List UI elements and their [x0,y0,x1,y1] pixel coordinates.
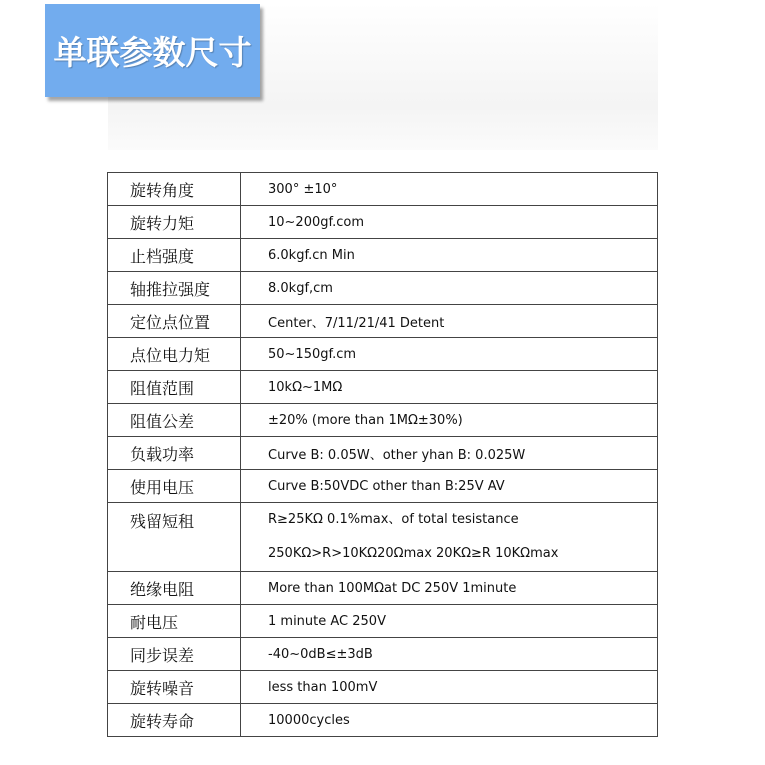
row-value: More than 100MΩat DC 250V 1minute [241,572,658,605]
row-label: 旋转寿命 [108,704,241,737]
row-value: 8.0kgf,cm [241,272,658,305]
row-label: 负载功率 [108,437,241,470]
row-label: 绝缘电阻 [108,572,241,605]
row-value [241,503,658,572]
spec-table [107,172,658,737]
row-value: ±20% (more than 1MΩ±30%) [241,404,658,437]
row-value: 10~200gf.com [241,206,658,239]
row-label: 旋转力矩 [108,206,241,239]
table-row [108,404,658,437]
table-row [108,305,658,338]
row-value: 10kΩ~1MΩ [241,371,658,404]
row-value: Curve B:50VDC other than B:25V AV [241,470,658,503]
row-value: -40~0dB≤±3dB [241,638,658,671]
row-value: 300° ±10° [241,173,658,206]
row-value: 6.0kgf.cn Min [241,239,658,272]
row-label: 残留短租 [108,503,241,572]
table-row [108,272,658,305]
table-row [108,173,658,206]
row-value: 50~150gf.cm [241,338,658,371]
table-row [108,437,658,470]
table-row [108,470,658,503]
row-value: less than 100mV [241,671,658,704]
table-row [108,605,658,638]
table-row [108,338,658,371]
row-label: 耐电压 [108,605,241,638]
table-row [108,206,658,239]
row-value: 10000cycles [241,704,658,737]
table-row [108,503,658,572]
title-banner [45,4,260,97]
row-label: 同步误差 [108,638,241,671]
table-row [108,239,658,272]
row-value: 1 minute AC 250V [241,605,658,638]
table-row [108,572,658,605]
row-value: Curve B: 0.05W、other yhan B: 0.025W [241,437,658,470]
row-label: 旋转角度 [108,173,241,206]
table-row [108,671,658,704]
table-row [108,704,658,737]
row-value-line: 250KΩ>R>10KΩ20Ωmax 20KΩ≥R 10KΩmax [268,546,559,561]
row-label: 定位点位置 [108,305,241,338]
table-row [108,371,658,404]
row-label: 旋转噪音 [108,671,241,704]
row-label: 阻值公差 [108,404,241,437]
row-label: 止档强度 [108,239,241,272]
row-value-line: R≥25KΩ 0.1%max、of total tesistance [268,512,519,527]
row-value: Center、7/11/21/41 Detent [241,305,658,338]
page-title: 单联参数尺寸 [53,33,252,72]
row-label: 使用电压 [108,470,241,503]
row-label: 阻值范围 [108,371,241,404]
table-row [108,638,658,671]
row-label: 点位电力矩 [108,338,241,371]
row-label: 轴推拉强度 [108,272,241,305]
